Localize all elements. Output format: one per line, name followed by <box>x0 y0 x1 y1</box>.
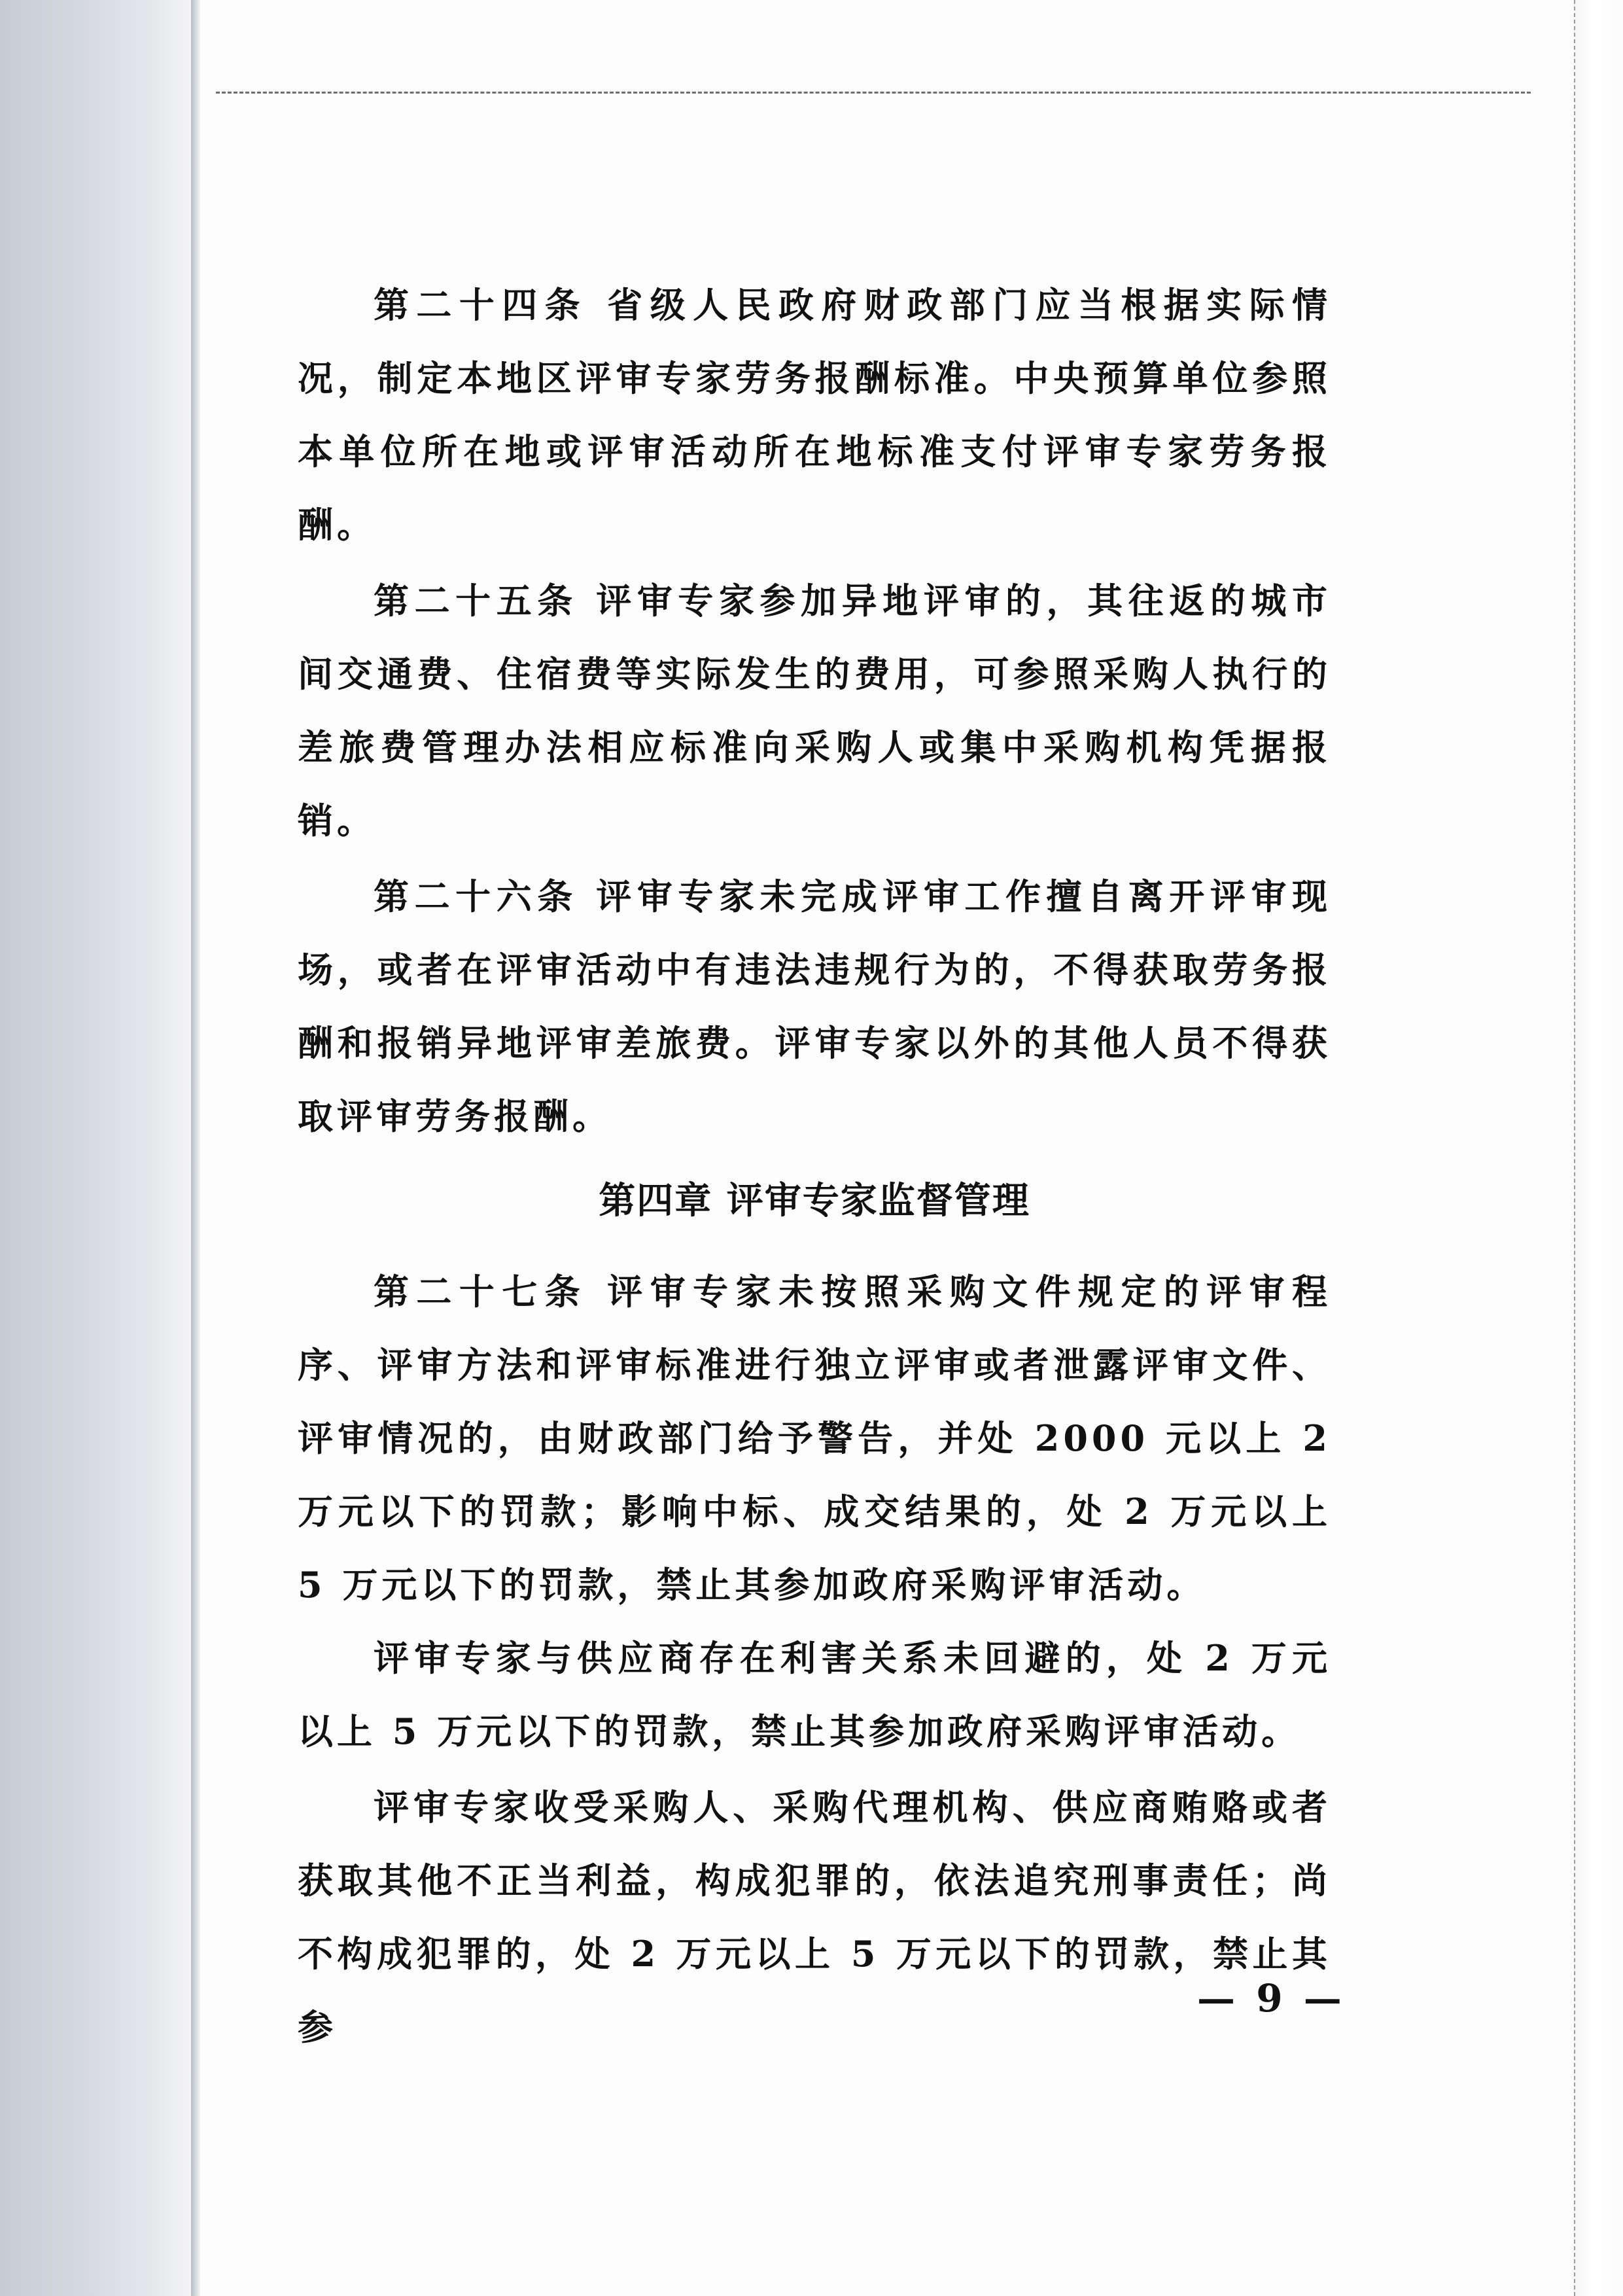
top-cut-line <box>216 92 1531 94</box>
page-number: — 9 — <box>1197 1976 1346 2021</box>
article-27-clause-3: 评审专家收受采购人、采购代理机构、供应商贿赂或者获取其他不正当利益，构成犯罪的，依法追究刑事责任；尚不构成犯罪的，处 2 万元以上 5 万元以下的罚款，禁止其参 <box>298 1786 1331 2048</box>
paper-right-edge <box>1574 0 1623 2296</box>
article-27-clause-2: 评审专家与供应商存在利害关系未回避的，处 2 万元以上 5 万元以下的罚款，禁止其参加政府采购评审活动。 <box>298 1637 1331 1752</box>
scanner-shadow <box>0 0 196 2296</box>
article-26: 第二十六条 评审专家未完成评审工作擅自离开评审现场，或者在评审活动中有违法违规行为的，不得获取劳务报酬和报销异地评审差旅费。评审专家以外的其他人员不得获取评审劳务报酬。 <box>298 875 1331 1137</box>
page-content <box>298 268 1331 2064</box>
chapter-title: 第四章 评审专家监督管理 <box>599 1180 1030 1222</box>
article-24: 第二十四条 省级人民政府财政部门应当根据实际情况，制定本地区评审专家劳务报酬标准。中央预算单位参照本单位所在地或评审活动所在地标准支付评审专家劳务报酬。 <box>298 284 1331 546</box>
article-25: 第二十五条 评审专家参加异地评审的，其往返的城市间交通费、住宿费等实际发生的费用，可参照采购人执行的差旅费管理办法相应标准向采购人或集中采购机构凭据报销。 <box>298 580 1331 841</box>
scanner-edge <box>191 0 200 2296</box>
article-27: 第二十七条 评审专家未按照采购文件规定的评审程序、评审方法和评审标准进行独立评审或者泄露评审文件、评审情况的，由财政部门给予警告，并处 2000 元以上 2 万元以下的罚款；影响中标、成交结果的，处 2 万元以上 5 万元以下的罚款，禁止其参加政府采购评审活动。 <box>298 1271 1331 1606</box>
